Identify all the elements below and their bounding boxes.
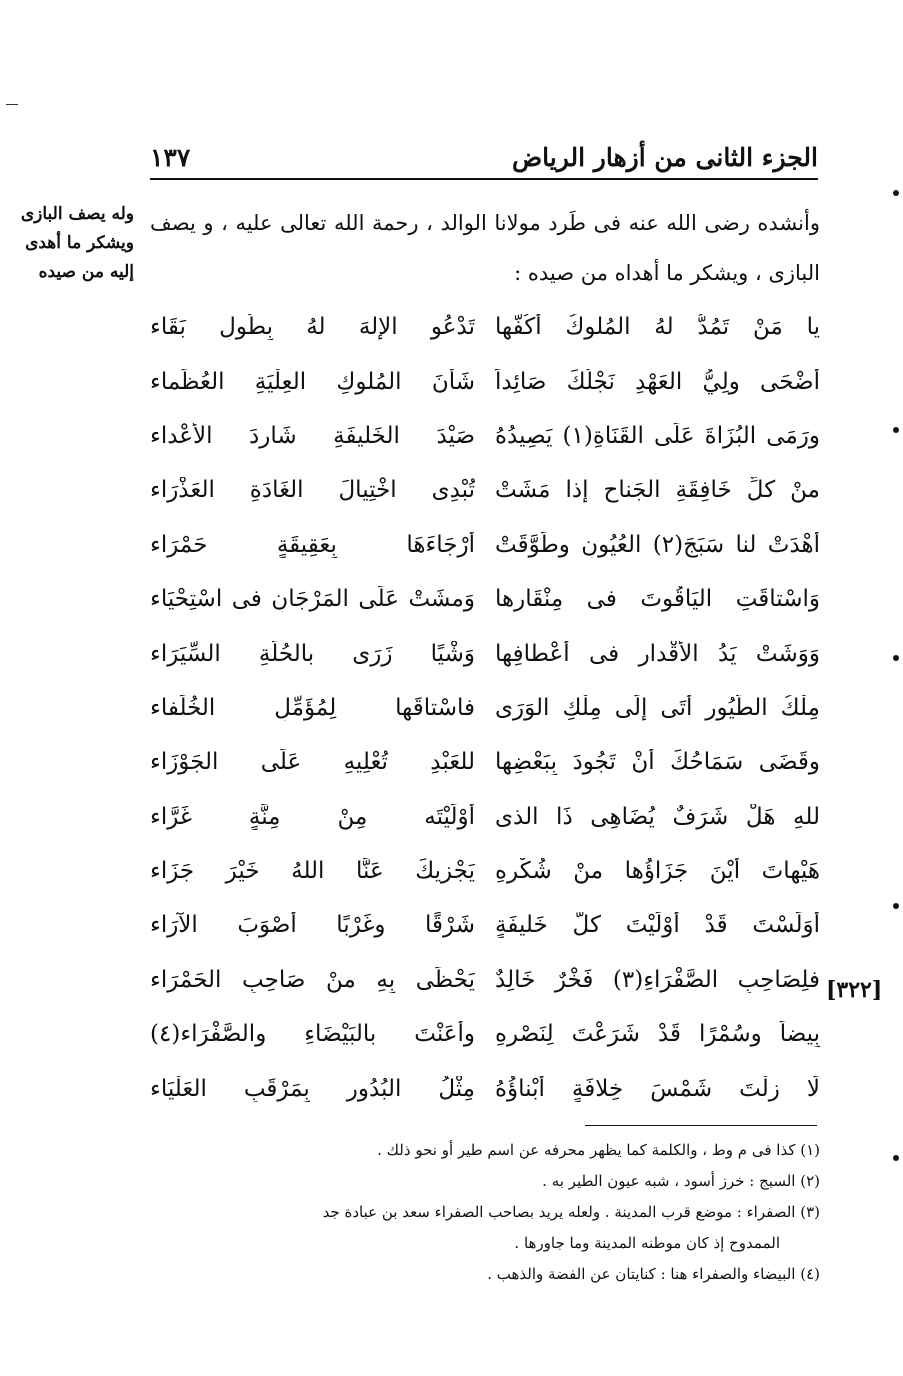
scan-mark: [893, 903, 899, 909]
footnote-rule: [585, 1125, 817, 1126]
hemistich-first: أوَلَسْتَ قَدْ أوْلَيْتَ كلَّ خَليفَةٍ: [495, 912, 820, 939]
hemistich-first: للهِ هَلْ شَرَفٌ يُضَاهِى ذَا الذى: [495, 803, 820, 830]
hemistich-first: منْ كلِّ خَافِقَةِ الجَناحِ إذا مَشَتْ: [495, 477, 820, 504]
footnote: (٤) البيضاء والصفراء هنا : كنايتان عن الفضة والذهب .: [487, 1265, 820, 1283]
hemistich-second: يَجْزِيكَ عَنَّا اللهُ خَيْرَ جَزَاء: [150, 858, 475, 885]
verse-line: [150, 681, 820, 735]
scan-mark: [893, 427, 899, 433]
hemistich-first: لَا زِلْتَ شَمْسَ خِلافَةٍ أبْناؤُهُ: [495, 1075, 820, 1102]
hemistich-first: وَوَشَتْ يَدُ الأقْدارِ فى أعْطافِها: [495, 640, 820, 667]
verse-line: [150, 790, 820, 844]
verse-line: [150, 409, 820, 463]
hemistich-second: للعَبْدِ تُعْلِيهِ عَلَى الجَوْزَاء: [150, 749, 475, 776]
running-title: الجزء الثانى من أزهار الرياض: [511, 143, 818, 172]
hemistich-first: أضْحَى ولِيُّ العَهْدِ نَجْلُكَ صَائِداً: [495, 368, 820, 395]
hemistich-first: أهْدَتْ لنا سَبَجَ(٢) العُيُونِ وطَوَّقَتْ: [495, 531, 820, 558]
intro-line: وأنشده رضى الله عنه فى طَرد مولانا الوالد ، رحمة الله تعالى عليه ، و يصف: [150, 211, 820, 235]
scan-mark: [6, 104, 18, 105]
hemistich-second: وأعَنْتَ بالبَيْضَاءِ والصَّفْرَاء(٤): [150, 1021, 475, 1048]
hemistich-first: فلِصَاحِبِ الصَّفْرَاءِ(٣) فَخْرٌ خَالِدٌ: [495, 966, 820, 993]
hemistich-second: شَأْنَ المُلوكِ العِلْيَةِ العُظَماء: [150, 368, 475, 395]
verse-line: [150, 1007, 820, 1061]
hemistich-first: وَاسْتاقَتِ اليَاقُوتَ فى مِنْقَارِها: [495, 586, 820, 613]
footnote: (٢) السبج : خرز أسود ، شبه عيون الطير به .: [542, 1172, 820, 1190]
scan-mark: [893, 190, 899, 196]
hemistich-second: أرْجَاءَهَا بِعَقِيقَةٍ حَمْرَاء: [150, 531, 475, 558]
intro-line: البازى ، ويشكر ما أهداه من صيده :: [514, 261, 820, 285]
hemistich-second: صَيْدَ الخَليفَةِ شَارِدَ الأعْداء: [150, 422, 475, 449]
margin-note-line: إليه من صيده: [38, 262, 134, 282]
page-number: ١٣٧: [150, 143, 191, 172]
verse-line: [150, 626, 820, 680]
footnote-continuation: الممدوح إذ كان موطنه المدينة وما جاورها .: [514, 1234, 780, 1252]
original-page-number: [٣٢٢]: [826, 977, 883, 1003]
hemistich-first: بِيضاً وسُمْرًا قَدْ شَرَعْتَ لِنَصْرِهِ: [495, 1021, 820, 1048]
margin-note-line: ويشكر ما أهدى: [25, 233, 134, 253]
hemistich-first: وقَضَى سَمَاحُكَ أنْ تَجُودَ بِبَعْضِها: [495, 749, 820, 776]
verse-line: [150, 572, 820, 626]
poem: [150, 300, 820, 1116]
hemistich-first: ورَمَى البُزَاةَ عَلَى القَنَاةِ(١) يَصِيدُهُ: [495, 422, 820, 449]
scan-mark: [893, 655, 899, 661]
footnotes: [140, 1135, 820, 1290]
hemistich-first: مِلْكُ الطُّيُورِ أتَى إلَى مِلْكِ الوَرَى: [495, 694, 820, 721]
verse-line: [150, 898, 820, 952]
verse-line: [150, 1061, 820, 1115]
margin-note: [12, 200, 134, 287]
hemistich-second: مِثْلُ البُدُورِ بِمَرْقَبِ العَلْيَاء: [150, 1075, 475, 1102]
verse-line: [150, 953, 820, 1007]
hemistich-second: أوْلَيْتَه مِنْ مِنَّةٍ غَرَّاء: [150, 803, 475, 830]
hemistich-second: وَمشَتْ عَلَى المَرْجَانِ فى اسْتِحْيَاء: [150, 586, 475, 613]
footnote: (٣) الصفراء : موضع قرب المدينة . ولعله يريد بصاحب الصفراء سعد بن عبادة جد: [322, 1203, 820, 1221]
verse-line: [150, 518, 820, 572]
header-rule: [150, 178, 818, 180]
hemistich-first: هَيْهاتَ أيْنَ جَزَاؤُها منْ شُكْرِهِ: [495, 858, 820, 885]
intro-paragraph: [150, 198, 820, 298]
verse-line: [150, 354, 820, 408]
hemistich-second: تَدْعُو الإلهَ لهُ بِطُولِ بَقَاء: [150, 314, 475, 341]
hemistich-second: فاسْتاقَها لِمُؤَمِّلِ الخُلَفاء: [150, 694, 475, 721]
running-header: [150, 130, 818, 172]
verse-line: [150, 300, 820, 354]
hemistich-second: يَحْظَى بِهِ منْ صَاحِبِ الحَمْرَاء: [150, 966, 475, 993]
hemistich-second: تُبْدِى اخْتِيالَ الغَادَةِ العَذْرَاء: [150, 477, 475, 504]
margin-note-line: وله يصف البازى: [20, 204, 134, 224]
verse-line: [150, 735, 820, 789]
verse-line: [150, 463, 820, 517]
footnote: (١) كذا فى م وط ، والكلمة كما يظهر محرفه عن اسم طير أو نحو ذلك .: [377, 1141, 820, 1159]
hemistich-first: يا مَنْ تَمُدُّ لهُ المُلوكُ أكُفَّها: [495, 314, 820, 341]
hemistich-second: شَرْقًا وغَرْبًا أصْوَبَ الآرَاء: [150, 912, 475, 939]
hemistich-second: وَشْيًا زَرَى بالحُلَّةِ السِّيَرَاء: [150, 640, 475, 667]
verse-line: [150, 844, 820, 898]
scan-mark: [893, 1155, 899, 1161]
